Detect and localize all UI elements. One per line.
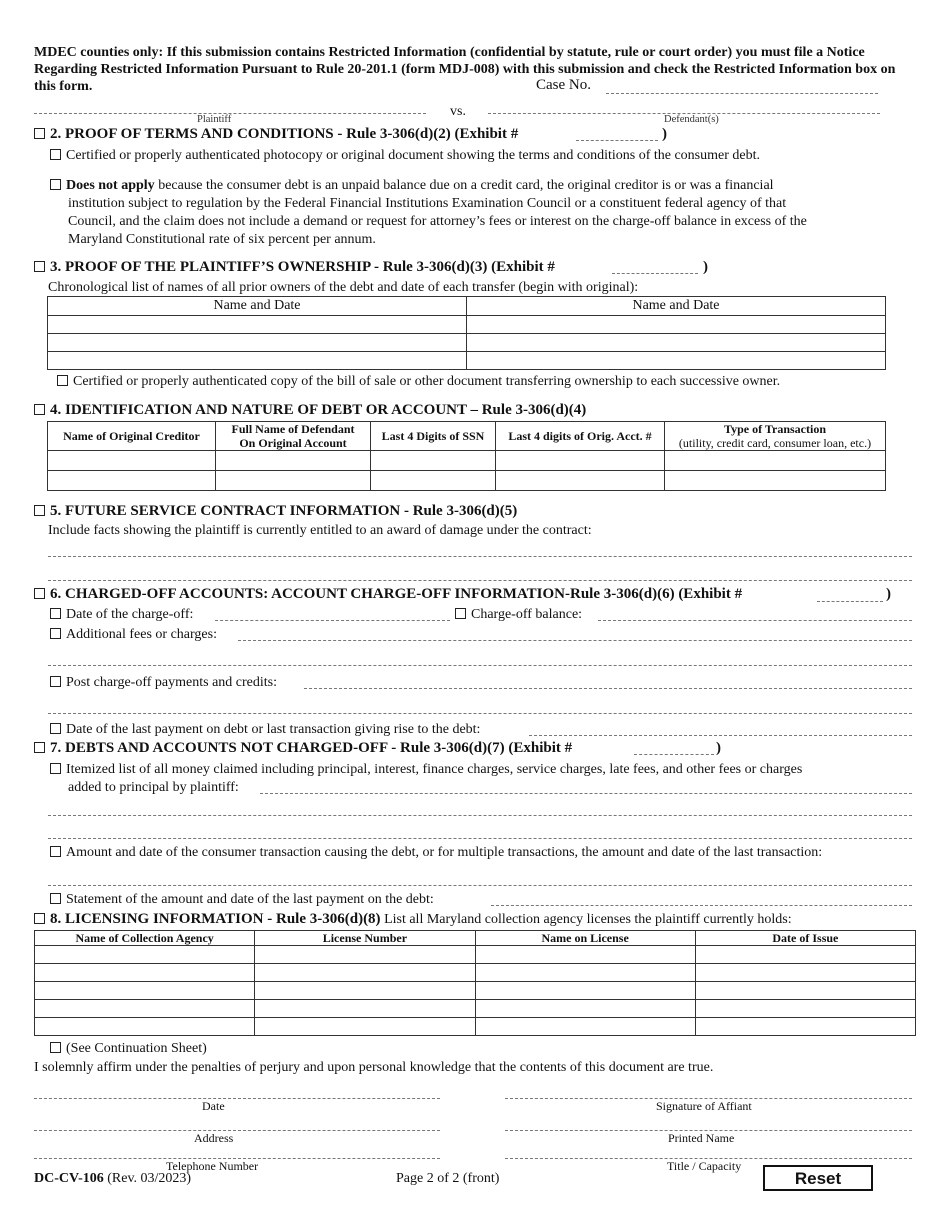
section-3-exhibit-field[interactable] <box>612 273 698 274</box>
section-7-close: ) <box>716 740 721 756</box>
address-field[interactable] <box>34 1130 440 1131</box>
table-cell[interactable] <box>475 1018 695 1036</box>
section-6-exhibit-field[interactable] <box>817 601 883 602</box>
table-cell[interactable] <box>48 316 467 334</box>
itemized-list-line-2: added to principal by plaintiff: <box>68 780 239 795</box>
table-cell[interactable] <box>35 964 255 982</box>
last-payment-statement-field[interactable] <box>491 905 912 906</box>
table-cell[interactable] <box>496 471 665 491</box>
bill-of-sale-checkbox[interactable] <box>57 375 68 386</box>
owners-table <box>47 296 886 370</box>
table-cell[interactable] <box>35 982 255 1000</box>
license-col-2: License Number <box>255 931 475 946</box>
section-2-item-2-line-2: institution subject to regulation by the Federal Financial Institutions Examination Council or a constituent federal agency of that <box>68 196 787 211</box>
plaintiff-label: Plaintiff <box>197 114 232 125</box>
charge-off-balance-field[interactable] <box>598 620 912 621</box>
date-label: Date <box>202 1099 225 1113</box>
reset-button[interactable]: Reset <box>763 1165 873 1191</box>
charge-off-date-field[interactable] <box>215 620 450 621</box>
license-col-1: Name of Collection Agency <box>35 931 255 946</box>
section-3-checkbox[interactable] <box>34 261 45 272</box>
owners-col-1: Name and Date <box>48 297 467 316</box>
table-row <box>35 982 916 1000</box>
section-4-checkbox[interactable] <box>34 404 45 415</box>
section-2-item-2: Does not apply because the consumer debt is an unpaid balance due on a credit card, the original creditor is or was a financial <box>50 177 774 195</box>
section-2-exhibit-field[interactable] <box>576 140 658 141</box>
table-cell[interactable] <box>35 946 255 964</box>
post-charge-off-item: Post charge-off payments and credits: <box>50 674 277 692</box>
continuation-checkbox[interactable] <box>50 1042 61 1053</box>
section-5-heading: 5. FUTURE SERVICE CONTRACT INFORMATION - Rule 3-306(d)(5) <box>34 503 517 520</box>
section-2-close: ) <box>662 126 667 142</box>
itemized-list-field[interactable] <box>260 793 912 794</box>
section-3-item: Certified or properly authenticated copy of the bill of sale or other document transferring ownership to each successive owner. <box>57 373 780 391</box>
itemized-list-checkbox[interactable] <box>50 763 61 774</box>
table-cell[interactable] <box>475 964 695 982</box>
affirmation: I solemnly affirm under the penalties of perjury and upon personal knowledge that the contents of this document are true. <box>34 1060 714 1075</box>
date-field[interactable] <box>34 1098 440 1099</box>
table-cell[interactable] <box>371 471 496 491</box>
table-cell[interactable] <box>48 352 467 370</box>
section-4-heading: 4. IDENTIFICATION AND NATURE OF DEBT OR ACCOUNT – Rule 3-306(d)(4) <box>34 402 586 419</box>
does-not-apply-checkbox[interactable] <box>50 179 61 190</box>
charge-off-balance-checkbox[interactable] <box>455 608 466 619</box>
itemized-list-item: Itemized list of all money claimed including principal, interest, finance charges, service charges, late fees, and other fees or charges <box>50 761 802 779</box>
table-row <box>35 946 916 964</box>
transaction-amount-item: Amount and date of the consumer transaction causing the debt, or for multiple transactions, the amount and date of the last transaction: <box>50 844 822 862</box>
table-row <box>35 1018 916 1036</box>
section-8-checkbox[interactable] <box>34 913 45 924</box>
table-cell[interactable] <box>371 451 496 471</box>
last-payment-field[interactable] <box>529 735 912 736</box>
transaction-amount-checkbox[interactable] <box>50 846 61 857</box>
case-no-label: Case No. <box>536 77 591 93</box>
debt-col-5: Type of Transaction (utility, credit card, consumer loan, etc.) <box>665 422 886 451</box>
section-3-heading: 3. PROOF OF THE PLAINTIFF’S OWNERSHIP - Rule 3-306(d)(3) (Exhibit # <box>34 259 555 276</box>
section-2-item-1: Certified or properly authenticated photocopy or original document showing the terms and conditions of the consumer debt. <box>50 147 760 165</box>
page-number: Page 2 of 2 (front) <box>396 1171 500 1186</box>
table-cell[interactable] <box>665 471 886 491</box>
table-cell[interactable] <box>475 946 695 964</box>
post-charge-off-checkbox[interactable] <box>50 676 61 687</box>
table-cell[interactable] <box>467 352 886 370</box>
charge-off-balance-item: Charge-off balance: <box>455 606 582 624</box>
post-charge-off-field[interactable] <box>304 688 912 689</box>
restricted-info-notice <box>34 44 914 95</box>
section-6-close: ) <box>886 586 891 602</box>
charge-off-date-item: Date of the charge-off: <box>50 606 193 624</box>
table-cell[interactable] <box>35 1018 255 1036</box>
table-row <box>35 964 916 982</box>
table-row <box>48 334 886 352</box>
debt-col-3: Last 4 Digits of SSN <box>371 422 496 451</box>
title-label: Title / Capacity <box>667 1159 742 1173</box>
debt-id-table <box>47 421 886 491</box>
table-cell[interactable] <box>48 334 467 352</box>
charge-off-date-checkbox[interactable] <box>50 608 61 619</box>
section-5-line-2[interactable] <box>48 580 912 581</box>
post-charge-off-line-2[interactable] <box>48 713 912 714</box>
section-8-heading: 8. LICENSING INFORMATION - Rule 3-306(d)(8) List all Maryland collection agency licenses the plaintiff currently holds: <box>34 911 792 928</box>
printed-name-label: Printed Name <box>668 1131 735 1145</box>
section-7-exhibit-field[interactable] <box>634 754 714 755</box>
section-5-line-1[interactable] <box>48 556 912 557</box>
vs-label: vs. <box>450 104 466 119</box>
table-cell[interactable] <box>255 946 475 964</box>
section-2-item-2-line-4: Maryland Constitutional rate of six percent per annum. <box>68 232 376 247</box>
licensing-table <box>34 930 916 1036</box>
table-row <box>48 451 886 471</box>
owners-col-2: Name and Date <box>467 297 886 316</box>
table-cell[interactable] <box>475 982 695 1000</box>
table-cell[interactable] <box>216 451 371 471</box>
table-row <box>48 352 886 370</box>
section-5-desc: Include facts showing the plaintiff is currently entitled to an award of damage under the contract: <box>48 523 592 538</box>
itemized-list-line-3[interactable] <box>48 815 912 816</box>
table-row <box>48 471 886 491</box>
table-row <box>48 316 886 334</box>
section-7-checkbox[interactable] <box>34 742 45 753</box>
table-cell[interactable] <box>255 964 475 982</box>
table-cell[interactable] <box>255 1018 475 1036</box>
table-row <box>35 1000 916 1018</box>
additional-fees-checkbox[interactable] <box>50 628 61 639</box>
table-cell[interactable] <box>48 451 216 471</box>
section-5-checkbox[interactable] <box>34 505 45 516</box>
table-cell[interactable] <box>475 1000 695 1018</box>
section-3-desc: Chronological list of names of all prior owners of the debt and date of each transfer (begin with original): <box>48 280 639 295</box>
section-7-heading: 7. DEBTS AND ACCOUNTS NOT CHARGED-OFF - Rule 3-306(d)(7) (Exhibit # <box>34 740 572 757</box>
additional-fees-item: Additional fees or charges: <box>50 626 217 644</box>
last-payment-checkbox[interactable] <box>50 723 61 734</box>
table-cell[interactable] <box>35 1000 255 1018</box>
debt-col-2: Full Name of Defendant On Original Account <box>216 422 371 451</box>
license-col-4: Date of Issue <box>695 931 915 946</box>
debt-col-1: Name of Original Creditor <box>48 422 216 451</box>
table-cell[interactable] <box>467 316 886 334</box>
transaction-amount-field[interactable] <box>48 885 912 886</box>
form-id: DC-CV-106 (Rev. 03/2023) <box>34 1171 192 1186</box>
section-2-item-2-line-3: Council, and the claim does not include a demand or request for attorney’s fees or interest on the charge-off balance in excess of the <box>68 214 807 229</box>
last-payment-statement-checkbox[interactable] <box>50 893 61 904</box>
telephone-label: Telephone Number <box>166 1159 259 1173</box>
itemized-list-line-4[interactable] <box>48 838 912 839</box>
table-cell[interactable] <box>255 1000 475 1018</box>
section-6-checkbox[interactable] <box>34 588 45 599</box>
table-cell[interactable] <box>665 451 886 471</box>
debt-col-4: Last 4 digits of Orig. Acct. # <box>496 422 665 451</box>
defendant-label: Defendant(s) <box>664 114 719 125</box>
section-2-heading: 2. PROOF OF TERMS AND CONDITIONS - Rule 3-306(d)(2) (Exhibit # <box>34 126 518 143</box>
table-cell[interactable] <box>695 964 915 982</box>
section-3-close: ) <box>703 259 708 275</box>
last-payment-item: Date of the last payment on debt or last transaction giving rise to the debt: <box>50 721 480 739</box>
additional-fees-line-2[interactable] <box>48 665 912 666</box>
case-no-field[interactable] <box>606 93 878 94</box>
table-cell[interactable] <box>48 471 216 491</box>
terms-copy-checkbox[interactable] <box>50 149 61 160</box>
section-2-checkbox[interactable] <box>34 128 45 139</box>
table-cell[interactable] <box>216 471 371 491</box>
table-cell[interactable] <box>695 982 915 1000</box>
table-cell[interactable] <box>695 946 915 964</box>
table-cell[interactable] <box>695 1018 915 1036</box>
address-label: Address <box>194 1131 234 1145</box>
notice-text: MDEC counties only: If this submission contains Restricted Information (confidential by statute, rule or court order) you must file a Notice Regarding Restricted Information Pursuant to Rule 20-201.1 (form MDJ-008) with this submission and check the Restricted Information box on this form. <box>34 45 896 94</box>
signature-label: Signature of Affiant <box>656 1099 752 1113</box>
license-col-3: Name on License <box>475 931 695 946</box>
continuation-item: (See Continuation Sheet) <box>50 1040 207 1058</box>
additional-fees-field[interactable] <box>238 640 912 641</box>
section-6-heading: 6. CHARGED-OFF ACCOUNTS: ACCOUNT CHARGE-OFF INFORMATION-Rule 3-306(d)(6) (Exhibit # <box>34 586 742 603</box>
last-payment-statement-item: Statement of the amount and date of the last payment on the debt: <box>50 891 434 909</box>
table-cell[interactable] <box>695 1000 915 1018</box>
table-cell[interactable] <box>255 982 475 1000</box>
table-cell[interactable] <box>496 451 665 471</box>
table-cell[interactable] <box>467 334 886 352</box>
